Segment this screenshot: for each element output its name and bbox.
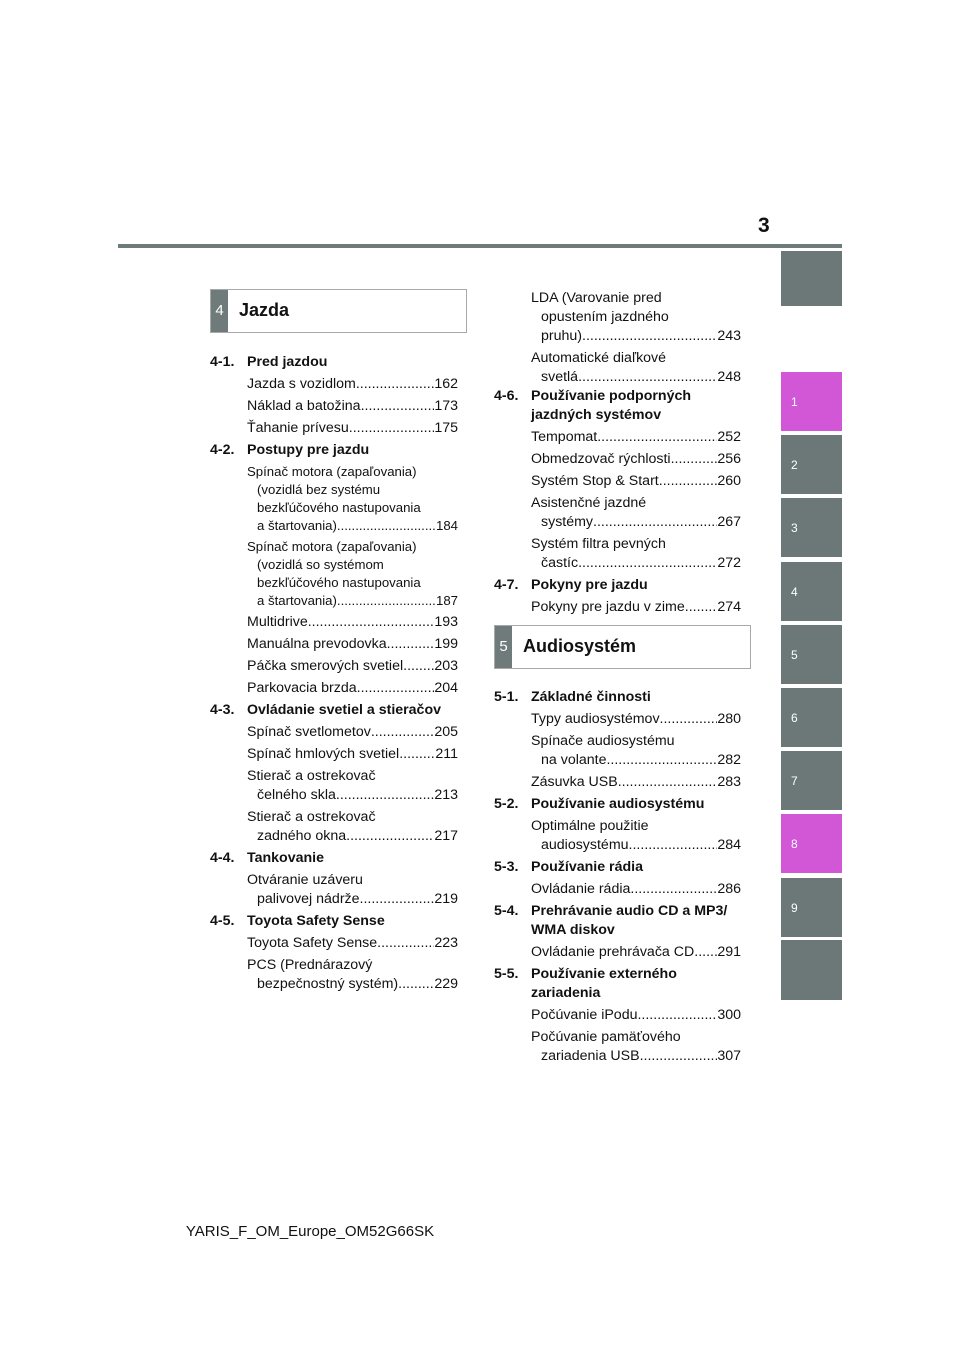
toc-section xyxy=(494,795,741,858)
toc-section-title: Postupy pre jazdu xyxy=(247,442,370,458)
toc-page-number: 205 xyxy=(434,724,458,740)
toc-entry-text: Spínač svetlometov xyxy=(247,724,371,740)
leader-dots xyxy=(371,723,435,742)
toc-entry-text: a štartovania) xyxy=(257,518,337,533)
toc-entry-text: Otváranie uzáveru xyxy=(247,872,363,888)
toc-page-number: 213 xyxy=(434,787,458,803)
toc-section-title: Používanie rádia xyxy=(531,859,643,875)
toc-page-number: 229 xyxy=(434,976,458,992)
leader-dots xyxy=(403,657,434,676)
toc-page-number: 283 xyxy=(717,774,741,790)
leader-dots xyxy=(578,368,717,387)
toc-page-number: 187 xyxy=(435,593,458,608)
chapter-5-title: Audiosystém xyxy=(523,636,637,656)
toc-section-title: zariadenia xyxy=(531,985,601,1001)
toc-page-number: 175 xyxy=(434,420,458,436)
toc-section xyxy=(494,576,741,620)
chapter-tab[interactable] xyxy=(781,814,842,873)
leader-dots xyxy=(346,827,434,846)
toc-section-title: Toyota Safety Sense xyxy=(247,913,385,929)
toc-section-heading[interactable] xyxy=(494,387,741,425)
leader-dots xyxy=(618,773,718,792)
chapter-4-contents xyxy=(210,353,458,997)
toc-entry[interactable] xyxy=(494,732,741,770)
toc-page-number: 217 xyxy=(434,828,458,844)
toc-entry-text: Pokyny pre jazdu v zime xyxy=(531,599,685,615)
toc-entry[interactable] xyxy=(210,956,458,994)
chapter-tab[interactable] xyxy=(781,940,842,1000)
toc-section-code: 4-3. xyxy=(210,702,235,718)
leader-dots xyxy=(597,428,717,447)
toc-page-number: 162 xyxy=(434,376,458,392)
toc-entry[interactable] xyxy=(210,419,458,438)
toc-page-number: 256 xyxy=(717,451,741,467)
toc-section xyxy=(494,688,741,795)
toc-entry[interactable] xyxy=(494,450,741,469)
chapter-tab-label: 8 xyxy=(791,837,798,851)
toc-page-number: 223 xyxy=(434,935,458,951)
chapter-tab[interactable] xyxy=(781,562,842,621)
toc-section-code: 5-4. xyxy=(494,903,519,919)
chapter-tab[interactable] xyxy=(781,372,842,431)
toc-entry[interactable] xyxy=(494,535,741,573)
toc-page-number: 204 xyxy=(434,680,458,696)
toc-page-number: 260 xyxy=(717,473,741,489)
toc-page-number: 243 xyxy=(717,328,741,344)
toc-entry-text: Stierač a ostrekovač xyxy=(247,809,376,825)
toc-section xyxy=(210,849,458,912)
toc-page-number: 211 xyxy=(435,746,458,762)
chapter-tab-label: 5 xyxy=(791,648,798,662)
toc-entry[interactable] xyxy=(210,767,458,805)
leader-dots xyxy=(640,1047,718,1066)
leader-dots xyxy=(578,554,717,573)
toc-section-code: 4-4. xyxy=(210,850,235,866)
chapter-tab[interactable] xyxy=(781,435,842,494)
leader-dots xyxy=(629,836,718,855)
toc-section-heading[interactable] xyxy=(210,849,458,868)
toc-section xyxy=(494,387,741,576)
toc-section-code: 5-5. xyxy=(494,966,519,982)
toc-section-title: Základné činnosti xyxy=(531,689,651,705)
toc-entry-text: Automatické diaľkové xyxy=(531,350,667,366)
toc-section-code: 4-1. xyxy=(210,354,235,370)
toc-section-code: 5-3. xyxy=(494,859,519,875)
toc-section xyxy=(210,441,458,701)
toc-entry[interactable] xyxy=(210,635,458,654)
toc-section-title: Prehrávanie audio CD a MP3/ xyxy=(531,903,728,919)
toc-section-code: 5-2. xyxy=(494,796,519,812)
toc-entry-text: Systém Stop & Start xyxy=(531,473,659,489)
toc-entry-text: Tempomat xyxy=(531,429,598,445)
leader-dots xyxy=(308,613,435,632)
chapter-4-title: Jazda xyxy=(239,300,290,320)
leader-dots xyxy=(630,880,717,899)
leader-dots xyxy=(357,679,435,698)
toc-entry[interactable] xyxy=(210,375,458,394)
toc-entry-text: a štartovania) xyxy=(257,593,337,608)
chapter-tab-label: 1 xyxy=(791,395,798,409)
chapter-4-header xyxy=(210,289,467,333)
toc-entry-text: Typy audiosystémov xyxy=(531,711,660,727)
toc-entry[interactable] xyxy=(210,745,458,764)
toc-section-code: 4-5. xyxy=(210,913,235,929)
toc-entry-text: Systém filtra pevných xyxy=(531,536,666,552)
toc-section-title: Používanie audiosystému xyxy=(531,796,705,812)
toc-page-number: 199 xyxy=(434,636,458,652)
toc-entry-text: palivovej nádrže xyxy=(257,891,360,907)
toc-section-title: WMA diskov xyxy=(531,922,615,938)
leader-dots xyxy=(398,975,434,994)
toc-entry[interactable] xyxy=(210,808,458,846)
toc-section-code: 4-7. xyxy=(494,577,519,593)
toc-section-heading[interactable] xyxy=(494,902,741,940)
toc-entry[interactable] xyxy=(210,723,458,742)
chapter-5-number: 5 xyxy=(495,626,512,668)
toc-entry[interactable] xyxy=(494,710,741,729)
toc-page-number: 286 xyxy=(717,881,741,897)
toc-entry-text: Jazda s vozidlom xyxy=(247,376,356,392)
toc-entry[interactable] xyxy=(494,1006,741,1025)
toc-entry-text: zadného okna xyxy=(257,828,347,844)
toc-entry-text: Spínač hmlových svetiel xyxy=(247,746,400,762)
toc-section-title: Pokyny pre jazdu xyxy=(531,577,648,593)
toc-entry[interactable] xyxy=(494,1028,741,1066)
toc-entry-text: Spínač motora (zapaľovania) xyxy=(247,539,417,554)
toc-section-heading[interactable] xyxy=(210,912,458,931)
toc-entry[interactable] xyxy=(494,773,741,792)
toc-section-heading[interactable] xyxy=(210,353,458,372)
toc-entry[interactable] xyxy=(210,871,458,909)
toc-section-heading[interactable] xyxy=(210,701,458,720)
toc-entry-text: Náklad a batožina xyxy=(247,398,361,414)
chapter-tab-label: 9 xyxy=(791,901,798,915)
toc-page-number: 184 xyxy=(435,518,458,533)
toc-entry-text: Stierač a ostrekovač xyxy=(247,768,376,784)
toc-entry-text: bezkľúčového nastupovania xyxy=(257,575,421,590)
toc-page-number: 248 xyxy=(717,369,741,385)
chapter-tab[interactable] xyxy=(781,878,842,937)
toc-entry-text: čelného skla xyxy=(257,787,336,803)
toc-entry[interactable] xyxy=(494,880,741,899)
toc-entry-text: Spínače audiosystému xyxy=(531,733,675,749)
leader-dots xyxy=(337,592,436,610)
toc-section-title: Používanie podporných xyxy=(531,388,692,404)
leader-dots xyxy=(685,598,718,617)
chapter-tab[interactable] xyxy=(781,498,842,557)
toc-section-heading[interactable] xyxy=(210,441,458,460)
leader-dots xyxy=(377,934,434,953)
leader-dots xyxy=(671,450,718,469)
leader-dots xyxy=(360,890,435,909)
toc-section-heading[interactable] xyxy=(494,965,741,1003)
toc-entry[interactable] xyxy=(210,679,458,698)
toc-page-number: 252 xyxy=(717,429,741,445)
chapter-tab[interactable] xyxy=(781,251,842,306)
chapter-tab-label: 6 xyxy=(791,711,798,725)
toc-entry-text: Manuálna prevodovka xyxy=(247,636,387,652)
toc-section-heading[interactable] xyxy=(494,576,741,595)
toc-entry-text: bezpečnostný systém) xyxy=(257,976,399,992)
toc-entry[interactable] xyxy=(210,538,458,610)
toc-section-code: 4-6. xyxy=(494,388,519,404)
header-rule xyxy=(118,244,842,248)
toc-entry-text: (vozidlá bez systému xyxy=(257,482,381,497)
toc-page-number: 300 xyxy=(717,1007,741,1023)
toc-page-number: 219 xyxy=(434,891,458,907)
chapter-tab[interactable] xyxy=(781,625,842,684)
toc-page-number: 272 xyxy=(717,555,741,571)
chapter-tab[interactable] xyxy=(781,688,842,747)
toc-entry-text: Ovládanie rádia xyxy=(531,881,631,897)
leader-dots xyxy=(387,635,435,654)
toc-entry[interactable] xyxy=(494,289,741,346)
toc-entry[interactable] xyxy=(494,598,741,617)
leader-dots xyxy=(349,419,435,438)
toc-entry[interactable] xyxy=(494,428,741,447)
toc-page-number: 284 xyxy=(717,837,741,853)
toc-entry-text: Toyota Safety Sense xyxy=(247,935,378,951)
toc-entry-text: zariadenia USB xyxy=(541,1048,640,1064)
toc-entry[interactable] xyxy=(494,943,741,962)
toc-section-title: jazdných systémov xyxy=(531,407,662,423)
toc-page-number: 193 xyxy=(434,614,458,630)
toc-entry-text: Počúvanie pamäťového xyxy=(531,1029,681,1045)
toc-section-title: Ovládanie svetiel a stieračov xyxy=(247,702,442,718)
toc-entry-text: LDA (Varovanie pred xyxy=(531,290,662,306)
toc-entry-text: pruhu) xyxy=(541,328,583,344)
chapter-5-header xyxy=(494,625,751,669)
leader-dots xyxy=(337,517,436,535)
toc-page-number: 203 xyxy=(434,658,458,674)
toc-section-heading[interactable] xyxy=(494,858,741,877)
leader-dots xyxy=(582,327,717,346)
toc-section-title: Tankovanie xyxy=(247,850,325,866)
chapter-tab-label: 4 xyxy=(791,585,798,599)
toc-page-number: 307 xyxy=(717,1048,741,1064)
chapter-tab[interactable] xyxy=(781,751,842,810)
leader-dots xyxy=(336,786,434,805)
page-number: 3 xyxy=(758,214,770,237)
leader-dots xyxy=(606,751,717,770)
toc-entry-text: opustením jazdného xyxy=(541,309,669,325)
toc-entry-text: Parkovacia brzda xyxy=(247,680,357,696)
toc-section-code: 4-2. xyxy=(210,442,235,458)
toc-entry-text: bezkľúčového nastupovania xyxy=(257,500,421,515)
chapter-tab-label: 7 xyxy=(791,774,798,788)
toc-entry-text: častíc xyxy=(541,555,579,571)
toc-entry-text: svetlá xyxy=(541,369,579,385)
document-footer: YARIS_F_OM_Europe_OM52G66SK xyxy=(185,1223,435,1240)
toc-section xyxy=(210,912,458,997)
leader-dots xyxy=(593,513,717,532)
toc-page-number: 173 xyxy=(434,398,458,414)
leader-dots xyxy=(399,745,435,764)
leader-dots xyxy=(361,397,435,416)
toc-page-number: 274 xyxy=(717,599,741,615)
toc-entry[interactable] xyxy=(210,463,458,535)
toc-section xyxy=(494,902,741,965)
chapter-tab-label: 3 xyxy=(791,521,798,535)
toc-entry-text: Počúvanie iPodu xyxy=(531,1007,638,1023)
toc-entry-text: Optimálne použitie xyxy=(531,818,649,834)
toc-section-heading[interactable] xyxy=(494,795,741,814)
toc-entry[interactable] xyxy=(494,349,741,387)
toc-entry-text: systémy xyxy=(541,514,594,530)
toc-entry-text: PCS (Prednárazový xyxy=(247,957,373,973)
toc-entry-text: Zásuvka USB xyxy=(531,774,618,790)
toc-entry[interactable] xyxy=(494,472,741,491)
toc-entry[interactable] xyxy=(494,494,741,532)
toc-section-heading[interactable] xyxy=(494,688,741,707)
toc-section-code: 5-1. xyxy=(494,689,519,705)
leader-dots xyxy=(356,375,435,394)
toc-section-title: Pred jazdou xyxy=(247,354,328,370)
chapter-tab-label: 2 xyxy=(791,458,798,472)
chapter-5-contents xyxy=(494,688,741,1069)
leader-dots xyxy=(694,943,717,962)
toc-section xyxy=(210,701,458,849)
toc-entry-text: Obmedzovač rýchlosti xyxy=(531,451,671,467)
toc-entry-text: (vozidlá so systémom xyxy=(257,557,384,572)
toc-page-number: 280 xyxy=(717,711,741,727)
toc-entry-text: Multidrive xyxy=(247,614,308,630)
toc-entry-text: Asistenčné jazdné xyxy=(531,495,647,511)
leader-dots xyxy=(659,472,718,491)
toc-page-number: 291 xyxy=(717,944,741,960)
toc-section xyxy=(494,858,741,902)
leader-dots xyxy=(660,710,718,729)
leader-dots xyxy=(637,1006,717,1025)
toc-page-number: 267 xyxy=(717,514,741,530)
toc-section-title: Používanie externého xyxy=(531,966,677,982)
toc-section xyxy=(210,353,458,441)
toc-entry[interactable] xyxy=(210,657,458,676)
toc-entry[interactable] xyxy=(494,817,741,855)
chapter-4-number: 4 xyxy=(211,290,228,332)
chapter-4-contents-continued xyxy=(494,286,741,620)
toc-entry-text: Ťahanie prívesu xyxy=(247,420,349,436)
toc-entry-text: Spínač motora (zapaľovania) xyxy=(247,464,417,479)
toc-section xyxy=(494,965,741,1069)
toc-entry[interactable] xyxy=(210,613,458,632)
toc-entry-text: na volante xyxy=(541,752,607,768)
toc-entry-text: audiosystému xyxy=(541,837,629,853)
toc-entry-text: Ovládanie prehrávača CD xyxy=(531,944,695,960)
toc-entry[interactable] xyxy=(210,397,458,416)
toc-entry[interactable] xyxy=(210,934,458,953)
toc-page-number: 282 xyxy=(717,752,741,768)
toc-entry-text: Páčka smerových svetiel xyxy=(247,658,404,674)
